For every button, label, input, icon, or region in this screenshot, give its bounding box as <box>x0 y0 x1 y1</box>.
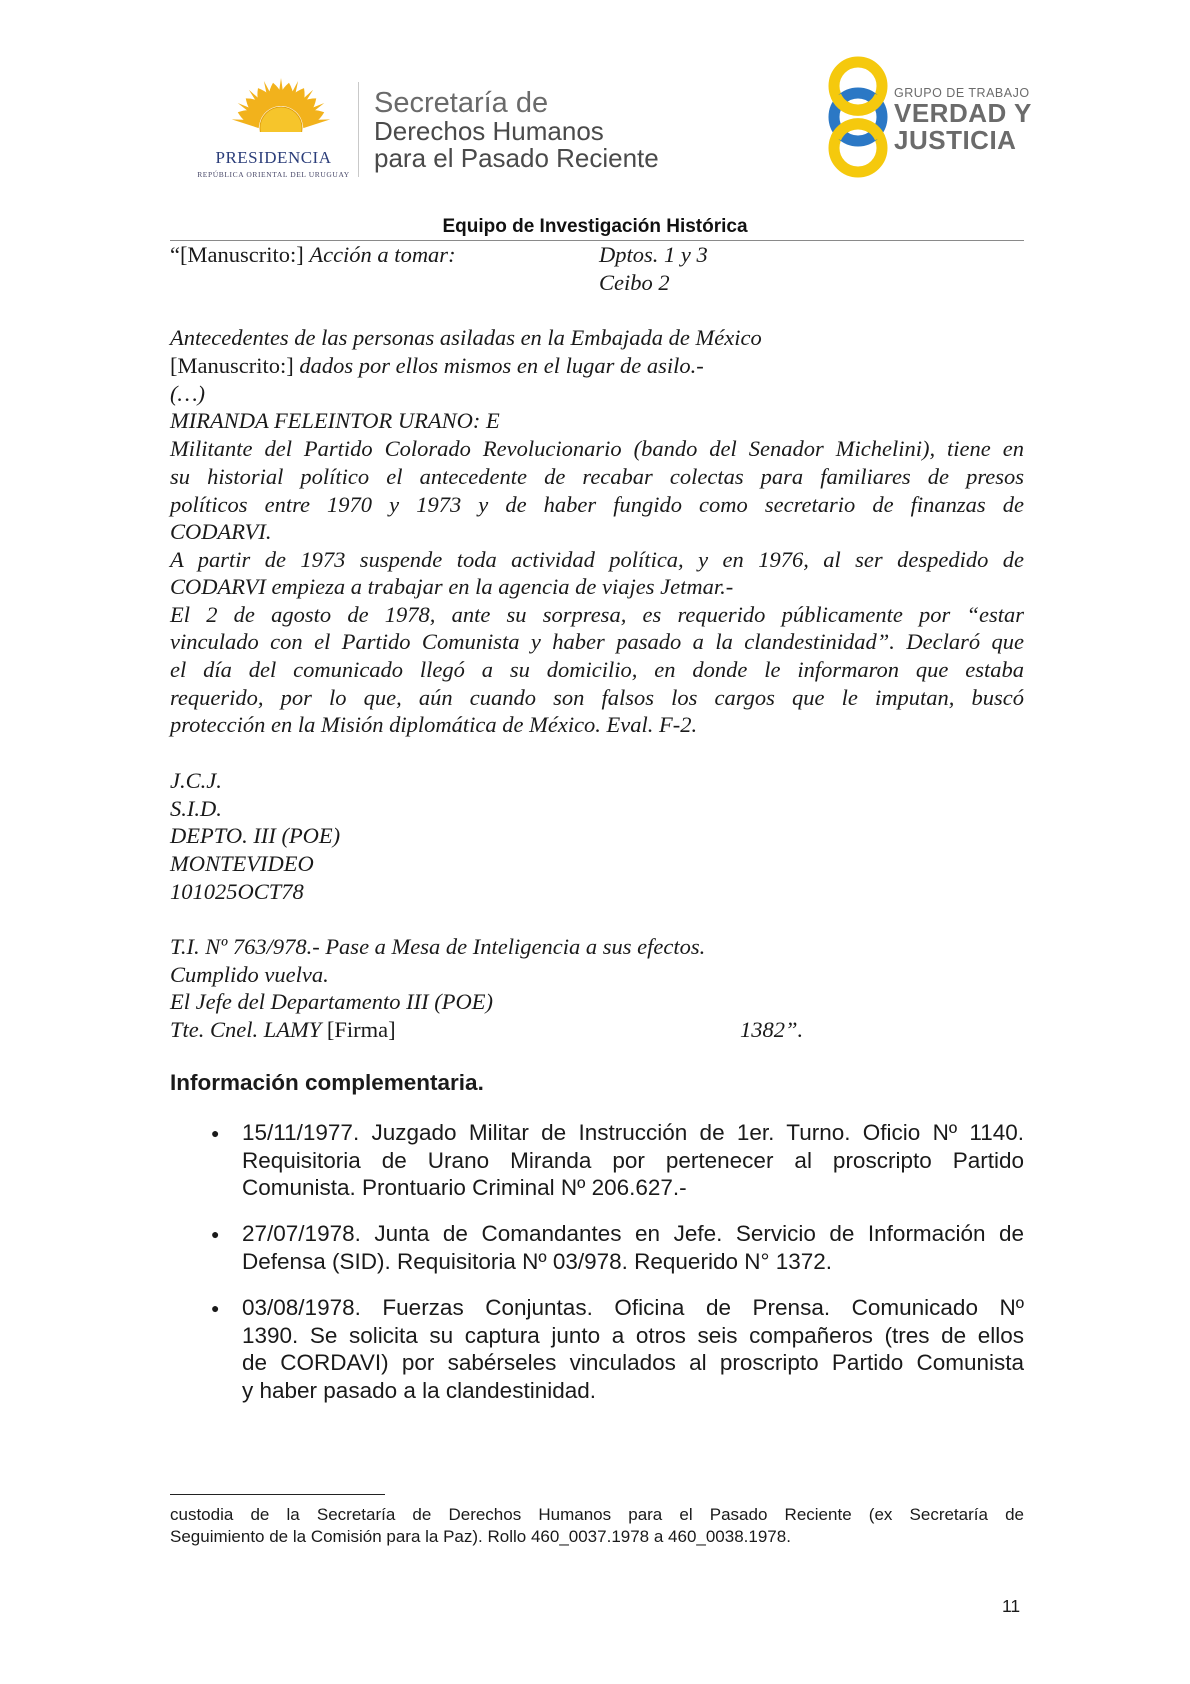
team-title: Equipo de Investigación Histórica <box>442 216 748 237</box>
footnote-rule <box>170 1494 385 1495</box>
firma-tag: [Firma] <box>326 1017 396 1042</box>
verdad-justicia-wordmark <box>894 86 1032 154</box>
sign-line: J.C.J. <box>170 768 222 793</box>
verdad-justicia-rings-logo <box>818 56 898 178</box>
dptos-text: Dptos. 1 y 3 <box>599 242 708 267</box>
footnote <box>170 1504 1024 1548</box>
grupo-line3: JUSTICIA <box>894 125 1017 155</box>
presidencia-title: PRESIDENCIA <box>215 148 332 167</box>
grupo-line2: VERDAD Y <box>894 98 1032 128</box>
item-line: y haber pasado a la clandestinidad. <box>242 1377 597 1403</box>
signature-line <box>170 1017 396 1043</box>
ti-line: T.I. Nº 763/978.- Pase a Mesa de Inteligencia a sus efectos. <box>170 934 706 959</box>
sign-line: 101025OCT78 <box>170 879 304 904</box>
secretaria-wordmark <box>374 88 659 172</box>
bullet-icon: ● <box>211 1228 220 1243</box>
footnote-line: custodia de la Secretaría de Derechos Humanos para el Pasado Reciente (ex Secretaría de <box>170 1505 1024 1524</box>
header-rule <box>170 240 1024 241</box>
paragraph-3-line: vinculado con el Partido Comunista y haber pasado a la clandestinidad”. Declaró que <box>170 629 1024 654</box>
item-line: 15/11/1977. Juzgado Militar de Instrucción de 1er. Turno. Oficio Nº 1140. <box>242 1120 1024 1145</box>
complementary-item <box>242 1119 1024 1202</box>
secretaria-line1: Secretaría de <box>374 87 549 119</box>
paragraph-2-line: A partir de 1973 suspende toda actividad política, y en 1976, al ser despedido de <box>170 547 1024 572</box>
paragraph-1-line: Militante del Partido Colorado Revolucionario (bando del Senador Michelini), tiene en <box>170 436 1024 461</box>
complementary-item <box>242 1220 1024 1275</box>
paragraph-1-line: CODARVI. <box>170 519 272 544</box>
person-name: MIRANDA FELEINTOR URANO: E <box>170 408 500 433</box>
header-divider <box>358 82 359 177</box>
secretaria-line3: para el Pasado Reciente <box>374 143 659 173</box>
item-line: Requisitoria de Urano Miranda por pertenecer al proscripto Partido <box>242 1147 1024 1173</box>
presidencia-subtitle: REPÚBLICA ORIENTAL DEL URUGUAY <box>197 170 350 179</box>
paragraph-3-line: El 2 de agosto de 1978, ante su sorpresa, es requerido públicamente por “estar <box>170 602 1024 627</box>
bullet-icon: ● <box>211 1127 220 1142</box>
manuscrito-tag-2: [Manuscrito:] <box>170 353 300 378</box>
paragraph-3-line: el día del comunicado llegó a su domicilio, en donde le informaron que estaba <box>170 657 1024 682</box>
item-line: 27/07/1978. Junta de Comandantes en Jefe. Servicio de Información de <box>242 1221 1024 1246</box>
paragraph-3-line: requerido, por lo que, aún cuando son falsos los cargos que le imputan, buscó <box>170 685 1024 710</box>
paragraph-1-line: políticos entre 1970 y 1973 y de haber fungido como secretario de finanzas de <box>170 492 1024 517</box>
sign-line: DEPTO. III (POE) <box>170 823 341 848</box>
accion-label: Acción a tomar: <box>309 242 456 267</box>
item-line: Defensa (SID). Requisitoria Nº 03/978. Requerido N° 1372. <box>242 1248 833 1274</box>
presidencia-wordmark <box>196 148 351 179</box>
bullet-icon: ● <box>211 1302 220 1317</box>
grupo-line1: GRUPO DE TRABAJO <box>894 86 1030 100</box>
secretaria-line2: Derechos Humanos <box>374 116 604 146</box>
paragraph-3-line: protección en la Misión diplomática de México. Eval. F-2. <box>170 712 698 737</box>
complementary-item <box>242 1294 1024 1404</box>
manuscrito-tag: “[Manuscrito:] <box>170 242 310 267</box>
antecedentes-heading: Antecedentes de las personas asiladas en la Embajada de México <box>170 325 762 350</box>
ellipsis: (…) <box>170 381 205 406</box>
complementary-title: Información complementaria. <box>170 1070 484 1095</box>
manuscrito-line <box>170 353 704 379</box>
ti-line: Cumplido vuelva. <box>170 962 329 987</box>
item-line: Comunista. Prontuario Criminal Nº 206.627.- <box>242 1175 687 1201</box>
action-line <box>170 242 456 268</box>
sign-line: MONTEVIDEO <box>170 851 314 876</box>
item-line: 03/08/1978. Fuerzas Conjuntas. Oficina de Prensa. Comunicado Nº <box>242 1295 1024 1320</box>
ti-line: El Jefe del Departamento III (POE) <box>170 989 493 1014</box>
paragraph-2-line: CODARVI empieza a trabajar en la agencia de viajes Jetmar.- <box>170 574 734 599</box>
document-number: 1382”. <box>740 1017 804 1042</box>
officer-name: Tte. Cnel. LAMY <box>170 1017 327 1042</box>
sign-line: S.I.D. <box>170 796 222 821</box>
item-line: de CORDAVI) por sabérseles vinculados al proscripto Partido Comunista <box>242 1350 1024 1376</box>
paragraph-1-line: su historial político el antecedente de recabar colectas para familiares de presos <box>170 464 1024 489</box>
manuscrito-text: dados por ellos mismos en el lugar de asilo.- <box>299 353 704 378</box>
ceibo-text: Ceibo 2 <box>599 270 670 295</box>
footnote-line: Seguimiento de la Comisión para la Paz). Rollo 460_0037.1978 a 460_0038.1978. <box>170 1527 791 1546</box>
item-line: 1390. Se solicita su captura junto a otros seis compañeros (tres de ellos <box>242 1322 1024 1348</box>
page-number: 11 <box>1002 1596 1021 1616</box>
